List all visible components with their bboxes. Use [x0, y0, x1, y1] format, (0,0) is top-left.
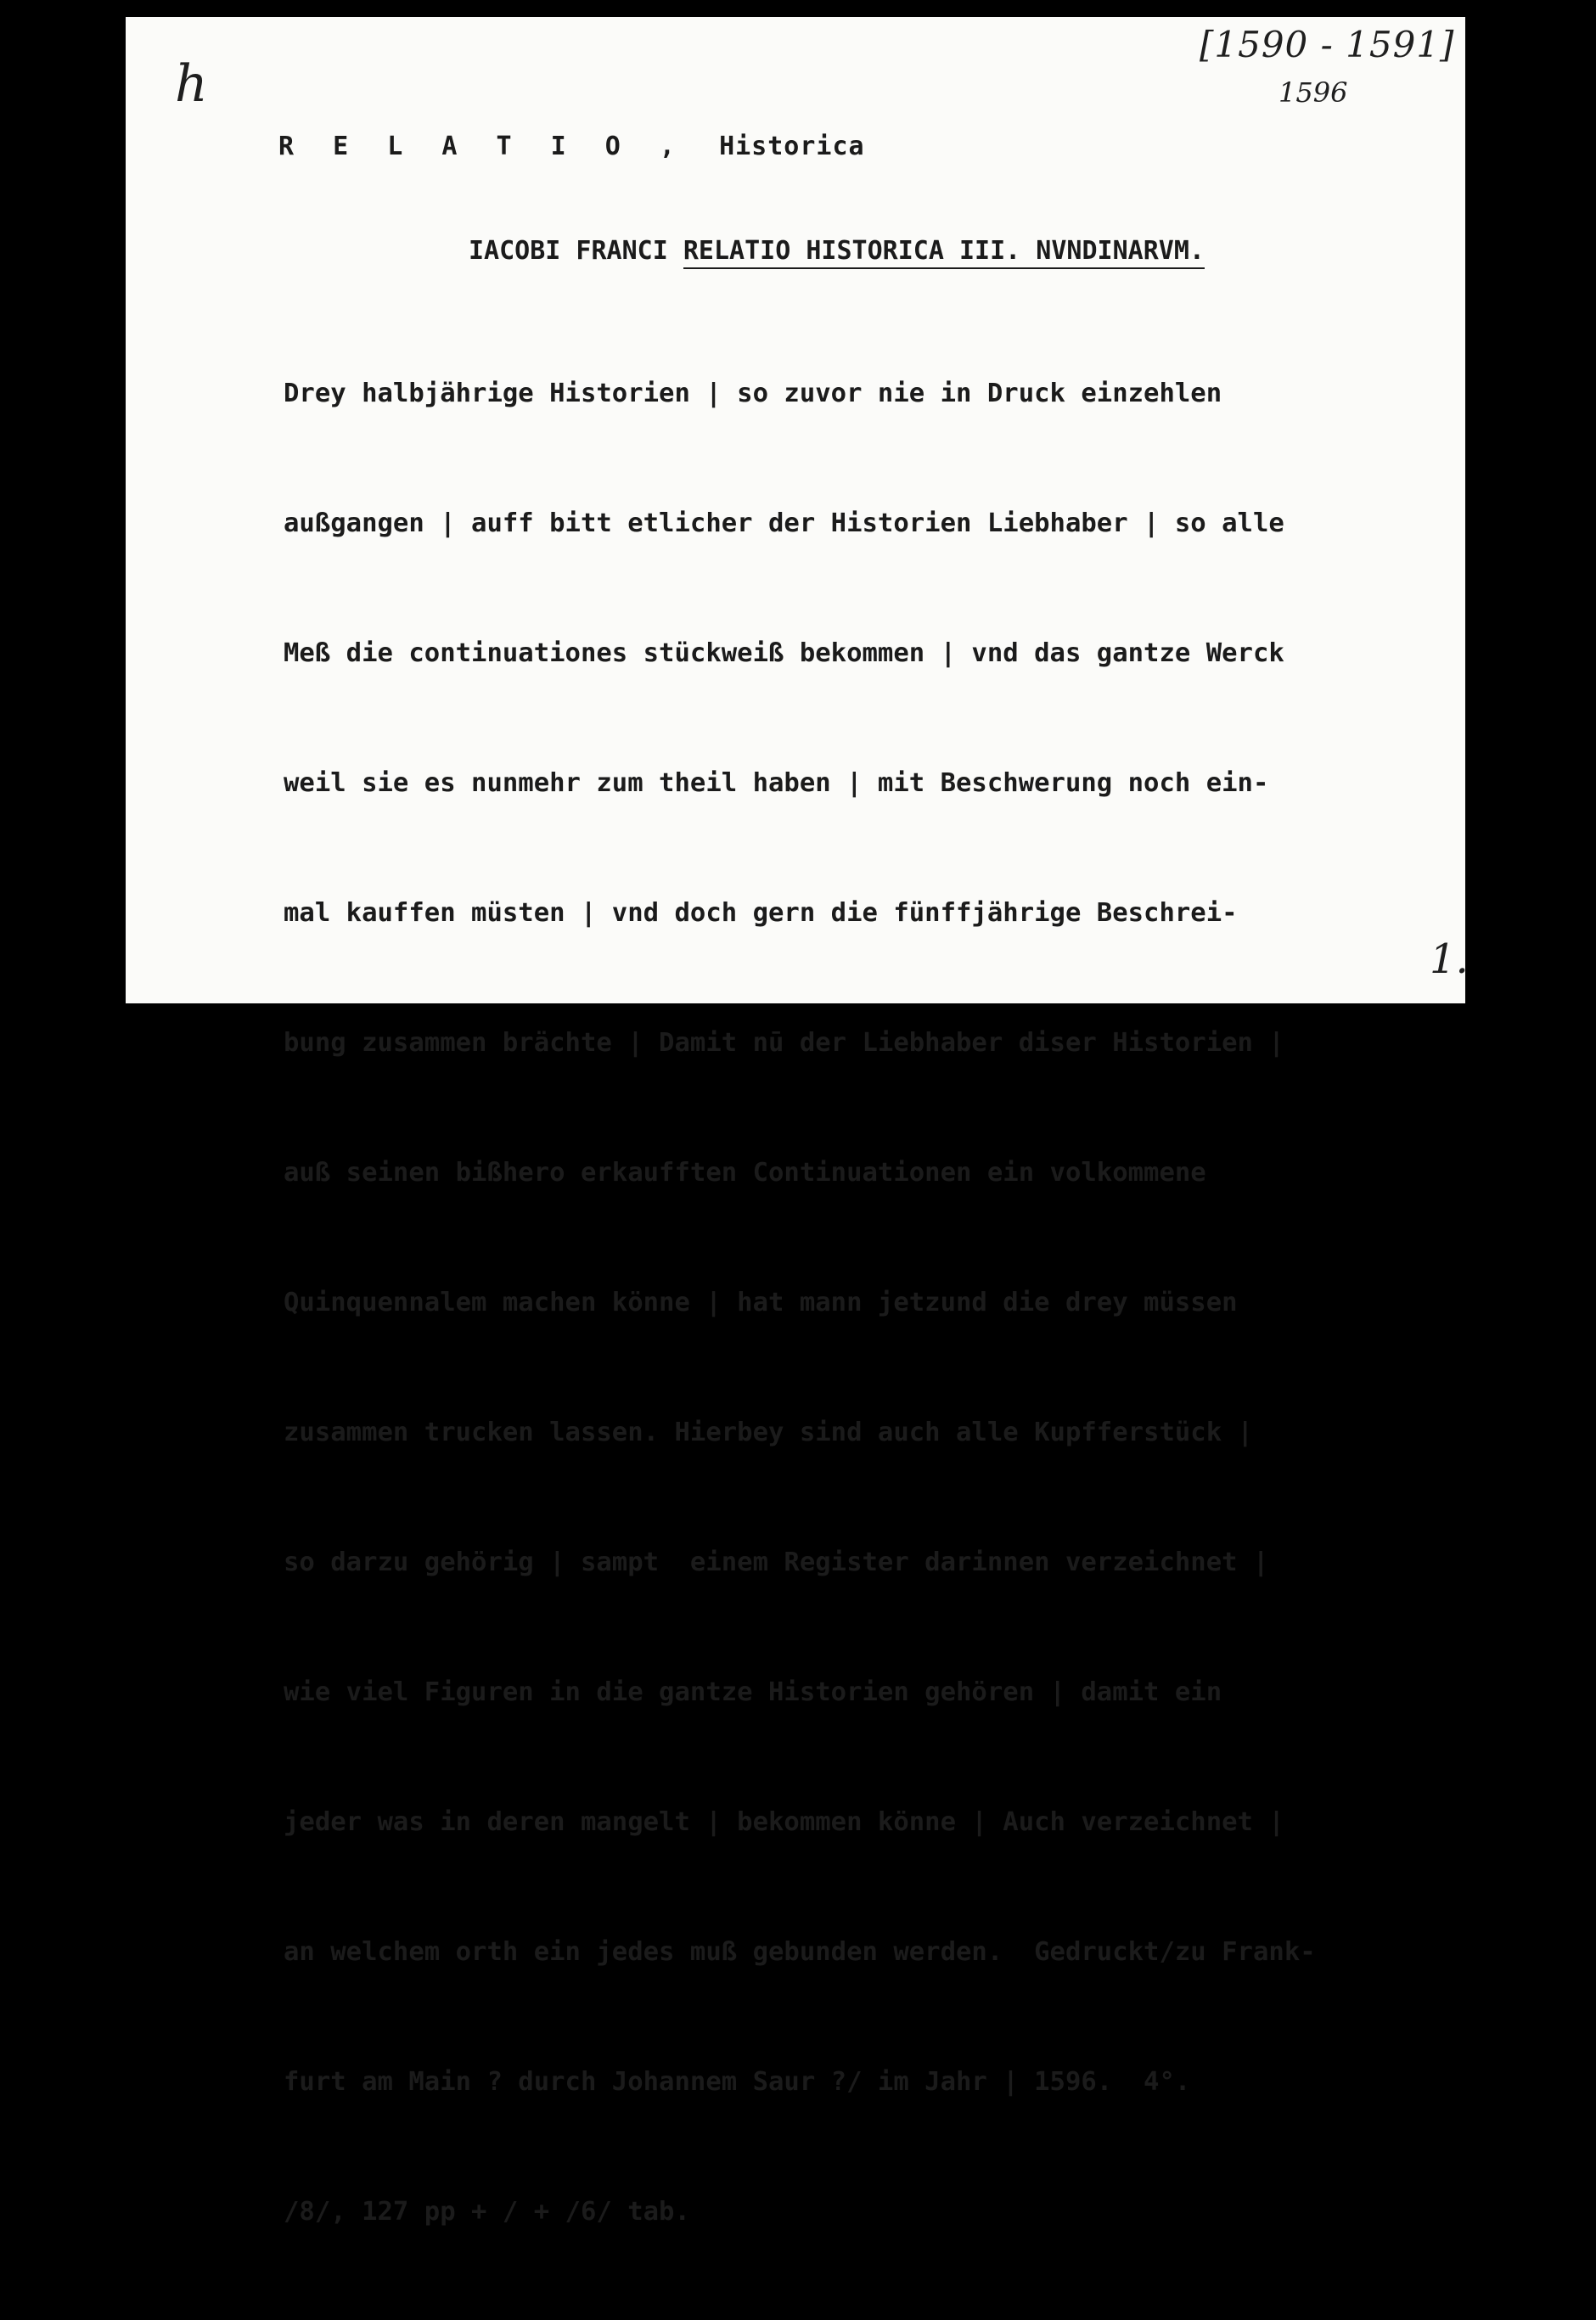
description-text: [284, 285, 1316, 2320]
card-heading: [278, 132, 865, 161]
body-line-5: mal kauffen müsten | vnd doch gern die fünffjährige Beschrei-: [284, 898, 1238, 928]
handwritten-mark-top-left: h: [175, 54, 208, 114]
heading-word: R E L A T I O ,: [278, 132, 687, 161]
body-line-1: Drey halbjährige Historien | so zuvor nie in Druck einzehlen: [284, 379, 1222, 408]
body-line-6: bung zusammen brächte | Damit nū der Liebhaber diser Historien |: [284, 1028, 1284, 1058]
body-line-11: wie viel Figuren in die gantze Historien gehören | damit ein: [284, 1677, 1222, 1707]
body-line-9: zusammen trucken lassen. Hierbey sind auch alle Kupfferstück |: [284, 1418, 1253, 1447]
body-line-12: jeder was in deren mangelt | bekommen könne | Auch verzeichnet |: [284, 1807, 1284, 1837]
body-line-2: außgangen | auff bitt etlicher der Historien Liebhaber | so alle: [284, 508, 1284, 538]
body-line-10: so darzu gehörig | sampt einem Register darinnen verzeichnet |: [284, 1548, 1269, 1577]
body-line-14: furt am Main ? durch Johannem Saur ?/ im Jahr | 1596. 4°.: [284, 2067, 1191, 2097]
handwritten-date-year: 1596: [1278, 76, 1348, 109]
catalog-card: [126, 17, 1469, 2227]
handwritten-date-range: [1590 - 1591]: [1200, 24, 1455, 65]
title-prefix: IACOBI FRANCI: [469, 236, 683, 266]
title-underlined: RELATIO HISTORICA III. NVNDINARVM.: [683, 236, 1205, 269]
body-line-15: /8/, 127 pp + / + /6/ tab.: [284, 2197, 690, 2227]
body-line-8: Quinquennalem machen könne | hat mann jetzund die drey müssen: [284, 1288, 1238, 1317]
book-title: [469, 236, 1205, 266]
body-line-4: weil sie es nunmehr zum theil haben | mit Beschwerung noch ein-: [284, 768, 1269, 798]
body-line-13: an welchem orth ein jedes muß gebunden werden. Gedruckt/zu Frank-: [284, 1937, 1316, 1967]
heading-subject: Historica: [719, 132, 865, 161]
body-line-3: Meß die continuationes stückweiß bekommen | vnd das gantze Werck: [284, 638, 1284, 668]
body-line-7: auß seinen bißhero erkaufften Continuationen ein volkommene: [284, 1158, 1206, 1188]
handwritten-mark-bottom-right: 1.: [1430, 935, 1469, 983]
